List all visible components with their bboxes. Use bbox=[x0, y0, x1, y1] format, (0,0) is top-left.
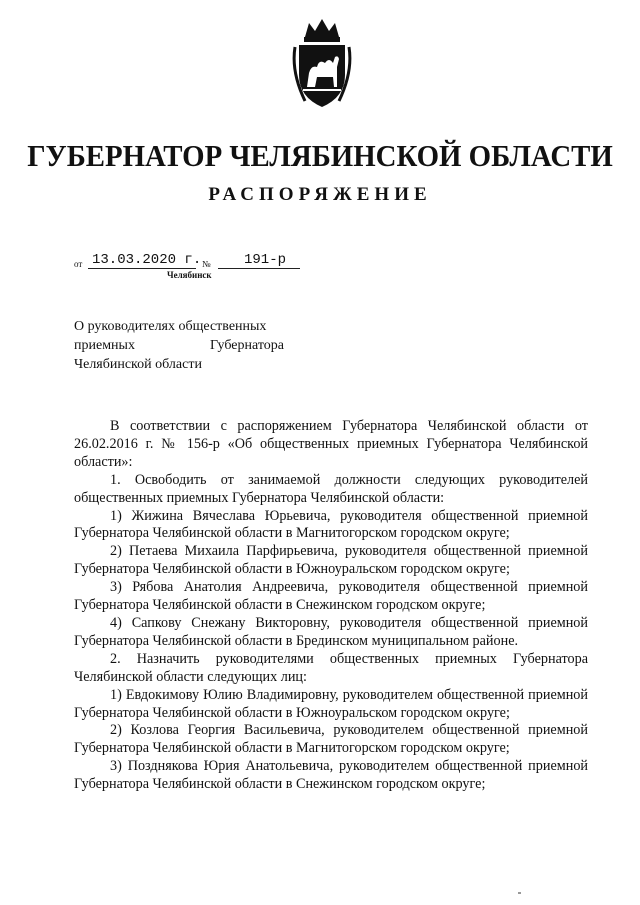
clause-1-item-1: 1) Жижина Вячеслава Юрьевича, руководителя общественной приемной Губернатора Челябинской области в Магнитогорском городском округе; bbox=[74, 507, 588, 542]
date-underline bbox=[88, 268, 196, 269]
subject-line-2-left: приемных bbox=[74, 338, 135, 353]
document-date: 13.03.2020 г. bbox=[92, 252, 202, 268]
date-prefix-label: от bbox=[74, 259, 83, 269]
clause-2-item-1: 1) Евдокимову Юлию Владимировну, руководителем общественной приемной Губернатора Челябинской области в Южноуральском городском округе; bbox=[74, 686, 588, 721]
document-subject bbox=[74, 317, 284, 374]
clause-2-item-3: 3) Позднякова Юрия Анатольевича, руководителем общественной приемной Губернатора Челябинской области в Снежинском городском округе; bbox=[74, 758, 588, 793]
intro-paragraph: В соответствии с распоряжением Губернатора Челябинской области от 26.02.2016 г. № 156-р «Об общественных приемных Губернатора Челябинской области»: bbox=[74, 418, 588, 470]
document-number: 191-р bbox=[244, 252, 287, 268]
clause-1-item-3: 3) Рябова Анатолия Андреевича, руководителя общественной приемной Губернатора Челябинской области в Снежинском городском округе; bbox=[74, 579, 588, 614]
number-underline bbox=[218, 268, 300, 269]
clause-1-item-2: 2) Петаева Михаила Парфирьевича, руководителя общественной приемной Губернатора Челябинской области в Южноуральском городском округе; bbox=[74, 543, 588, 578]
subject-line-2-right: Губернатора bbox=[209, 338, 284, 353]
document-type-title: РАСПОРЯЖЕНИЕ bbox=[208, 184, 432, 205]
document-body bbox=[74, 418, 588, 794]
subject-line-1: О руководителях общественных bbox=[74, 319, 267, 334]
clause-2: 2. Назначить руководителями общественных приемных Губернатора Челябинской области следующих лиц: bbox=[74, 650, 588, 685]
clause-2-item-2: 2) Козлова Георгия Васильевича, руководителем общественной приемной Губернатора Челябинской области в Магнитогорском городском округе; bbox=[74, 722, 588, 757]
chelyabinsk-coat-of-arms-icon bbox=[291, 17, 353, 109]
scan-mark bbox=[518, 892, 521, 894]
city-label: Челябинск bbox=[167, 270, 212, 280]
subject-line-3: Челябинской области bbox=[74, 357, 202, 372]
clause-1-item-4: 4) Сапкову Снежану Викторовну, руководителя общественной приемной Губернатора Челябинской области в Брединском муниципальном районе. bbox=[74, 614, 588, 649]
org-title: ГУБЕРНАТОР ЧЕЛЯБИНСКОЙ ОБЛАСТИ bbox=[27, 138, 613, 173]
number-label: № bbox=[202, 259, 211, 269]
subject-line-2 bbox=[74, 336, 284, 355]
clause-1: 1. Освободить от занимаемой должности следующих руководителей общественных приемных Губернатора Челябинской области: bbox=[74, 471, 588, 506]
